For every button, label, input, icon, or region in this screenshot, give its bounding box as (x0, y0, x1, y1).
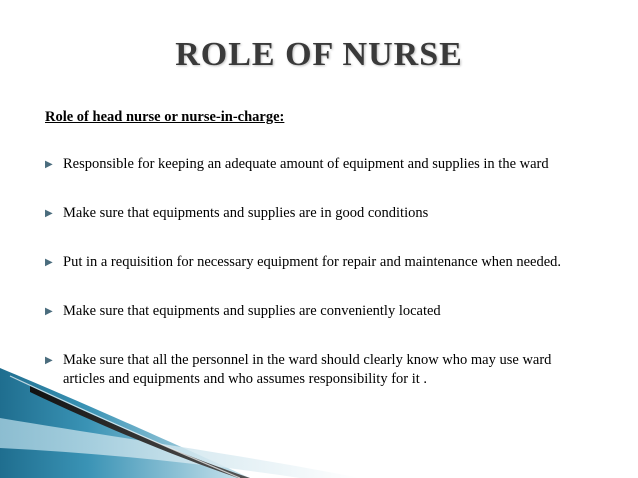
triangle-right-icon: ▶ (45, 159, 53, 170)
list-item (45, 253, 585, 272)
slide-title: ROLE OF NURSE (175, 36, 463, 73)
bullet-text: Make sure that equipments and supplies are conveniently located (63, 303, 441, 319)
bullet-text: Make sure that equipments and supplies are in good conditions (63, 205, 429, 221)
decorative-swoosh (0, 358, 638, 478)
bullet-text: Put in a requisition for necessary equipment for repair and maintenance when needed. (63, 254, 562, 270)
subheading: Role of head nurse or nurse-in-charge: (45, 109, 285, 125)
list-item (45, 302, 585, 321)
list-item (45, 155, 585, 174)
triangle-right-icon: ▶ (45, 306, 53, 317)
list-item (45, 204, 585, 223)
triangle-right-icon: ▶ (45, 257, 53, 268)
triangle-right-icon: ▶ (45, 355, 53, 366)
triangle-right-icon: ▶ (45, 208, 53, 219)
bullet-text: Make sure that all the personnel in the ward should clearly know who may use ward articles and equipments and who assumes responsibility for it . (63, 352, 552, 387)
bullet-text: Responsible for keeping an adequate amount of equipment and supplies in the ward (63, 156, 549, 172)
